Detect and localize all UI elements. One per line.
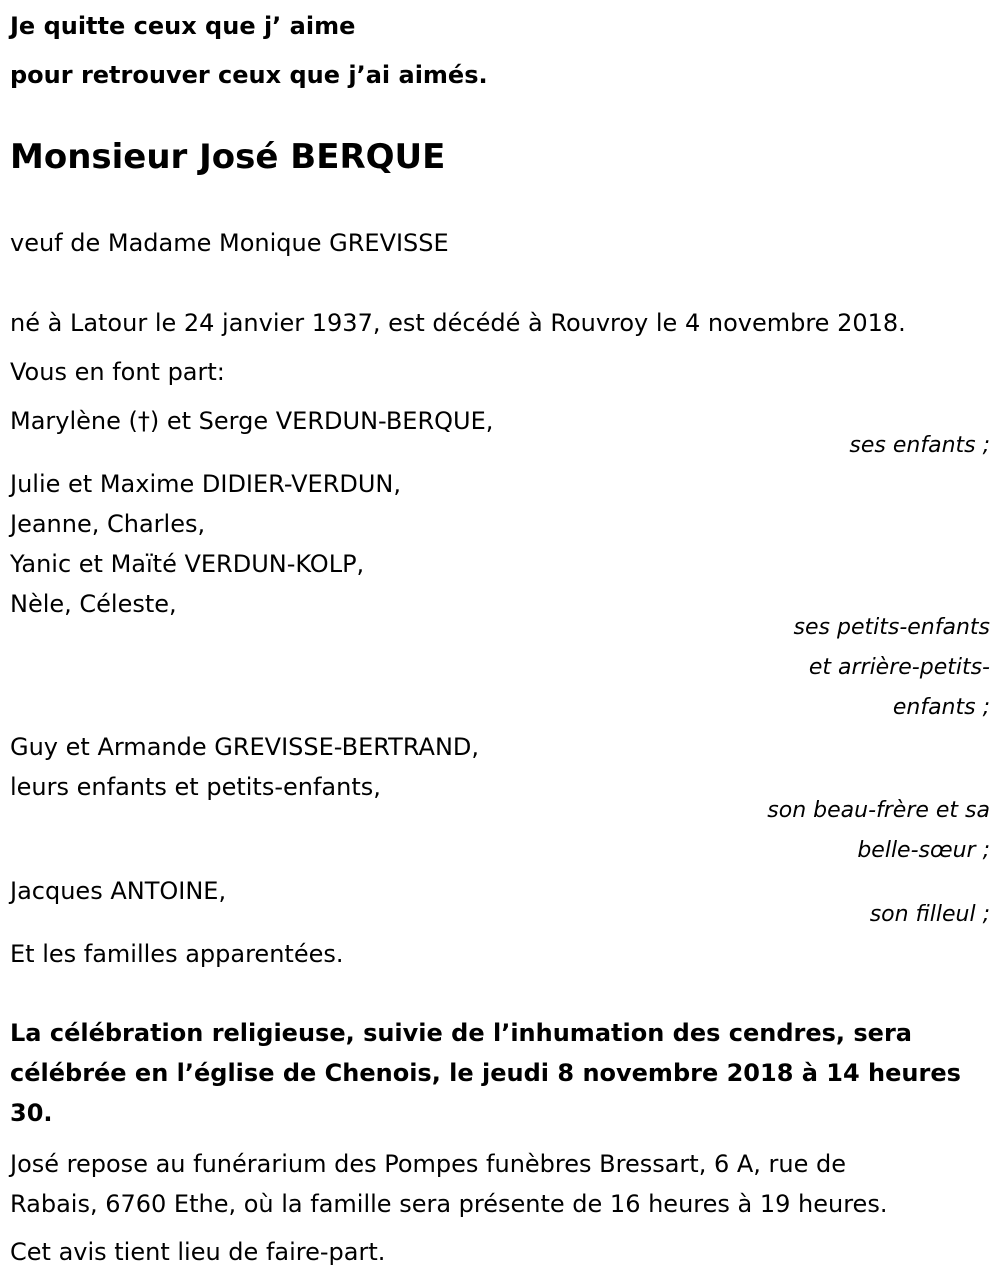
in-laws-line: Guy et Armande GREVISSE-BERTRAND, bbox=[10, 733, 480, 761]
funerarium-line: Rabais, 6760 Ethe, où la famille sera présente de 16 heures à 19 heures. bbox=[10, 1190, 888, 1218]
grandchildren-line: Jeanne, Charles, bbox=[10, 510, 206, 538]
deceased-name: Monsieur José BERQUE bbox=[10, 137, 446, 177]
grandchildren-role-line: ses petits-enfants bbox=[793, 615, 990, 640]
children-role: ses enfants ; bbox=[849, 433, 990, 458]
widower-line: veuf de Madame Monique GREVISSE bbox=[10, 229, 449, 257]
godson-line: Jacques ANTOINE, bbox=[10, 877, 227, 905]
ceremony-line: 30. bbox=[10, 1099, 53, 1127]
in-laws-list bbox=[10, 727, 479, 807]
ceremony-paragraph bbox=[10, 1013, 961, 1133]
in-laws-role-line: son beau-frère et sa bbox=[767, 798, 990, 823]
quote-line-1: Je quitte ceux que j’ aime bbox=[10, 12, 356, 40]
grandchildren-role-line: et arrière-petits- bbox=[808, 655, 990, 680]
grandchildren-line: Yanic et Maïté VERDUN-KOLP, bbox=[10, 550, 365, 578]
grandchildren-role-line: enfants ; bbox=[892, 695, 990, 720]
birth-death-line: né à Latour le 24 janvier 1937, est décédé à Rouvroy le 4 novembre 2018. bbox=[10, 309, 906, 337]
footer-note: Cet avis tient lieu de faire-part. bbox=[10, 1238, 386, 1266]
grandchildren-line: Nèle, Céleste, bbox=[10, 590, 177, 618]
in-laws-line: leurs enfants et petits-enfants, bbox=[10, 773, 381, 801]
families-line: Et les familles apparentées. bbox=[10, 940, 344, 968]
children-line: Marylène (†) et Serge VERDUN-BERQUE, bbox=[10, 407, 494, 435]
grandchildren-role bbox=[794, 608, 990, 728]
funerarium-line: José repose au funérarium des Pompes funèbres Bressart, 6 A, rue de bbox=[10, 1150, 847, 1178]
in-laws-role bbox=[767, 791, 990, 871]
ceremony-line: La célébration religieuse, suivie de l’inhumation des cendres, sera bbox=[10, 1019, 912, 1047]
funerarium-paragraph bbox=[10, 1144, 887, 1224]
grandchildren-line: Julie et Maxime DIDIER-VERDUN, bbox=[10, 470, 402, 498]
ceremony-line: célébrée en l’église de Chenois, le jeudi 8 novembre 2018 à 14 heures bbox=[10, 1059, 961, 1087]
quote-line-2: pour retrouver ceux que j’ai aimés. bbox=[10, 61, 488, 89]
grandchildren-list bbox=[10, 464, 401, 624]
godson-role: son filleul ; bbox=[869, 902, 990, 927]
announcers-intro: Vous en font part: bbox=[10, 358, 225, 386]
in-laws-role-line: belle-sœur ; bbox=[857, 838, 990, 863]
